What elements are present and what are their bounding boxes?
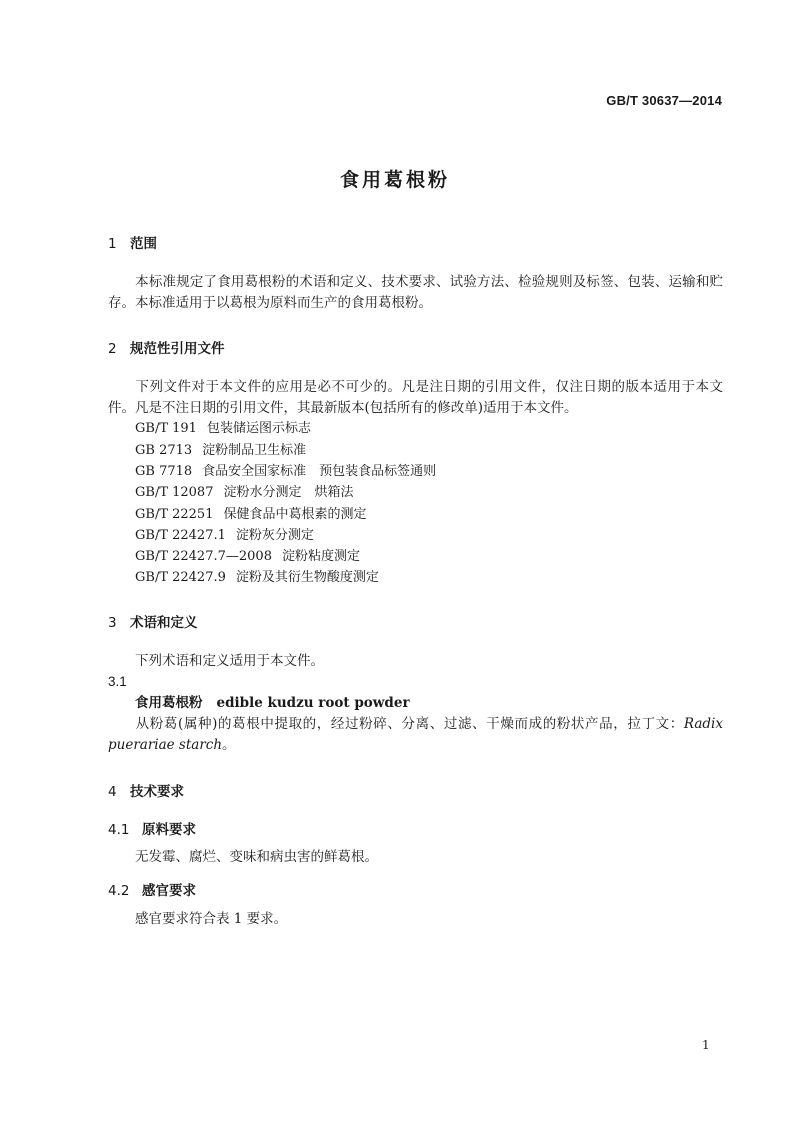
reference-code: GB/T 22251 [135,507,214,522]
reference-code: GB/T 22427.9 [135,570,226,585]
reference-item [135,504,367,525]
reference-item [135,546,360,567]
reference-item [135,525,314,546]
term-entry [135,693,410,714]
term-chinese: 食用葛根粉 [135,695,203,711]
document-title: 食用葛根粉 [339,169,450,191]
section-1-heading [108,232,157,252]
definition-text: 从粉葛(属种)的葛根中提取的，经过粉碎、分离、过滤、干燥而成的粉状产品，拉丁文： [135,716,684,732]
reference-name: 淀粉制品卫生标准 [202,443,307,458]
definition-end: 。 [222,737,236,753]
reference-item [135,567,379,588]
reference-code: GB 7718 [135,464,193,479]
section-number: 3 [108,615,117,631]
reference-item [135,440,306,461]
reference-name: 包装储运图示标志 [206,421,311,436]
reference-name: 淀粉及其衍生物酸度测定 [235,570,379,585]
section-2-heading [108,337,225,357]
reference-name: 淀粉粘度测定 [281,549,360,564]
section-number: 1 [108,236,117,252]
reference-code: GB 2713 [135,443,193,458]
reference-item [135,482,354,503]
section-4-1-text [108,847,723,868]
section-title: 技术要求 [130,784,184,800]
reference-item [135,461,436,482]
page-number: 1 [702,1038,710,1052]
reference-item [135,418,311,439]
section-number: 4.1 [108,822,130,838]
section-4-2-heading [108,879,196,899]
section-4-2-text [108,909,723,930]
section-4-heading [108,780,184,800]
section-title: 术语和定义 [130,615,198,631]
reference-name: 食品安全国家标准 预包装食品标签通则 [202,464,437,479]
paragraph-text: 本标准规定了食用葛根粉的术语和定义、技术要求、试验方法、检验规则及标签、包装、运输和贮存。 [108,274,723,311]
section-title: 感官要求 [142,883,196,899]
paragraph-text: 无发霉、腐烂、变味和病虫害的鲜葛根。 [135,849,378,865]
reference-code: GB/T 22427.1 [135,528,226,543]
section-title: 原料要求 [142,822,196,838]
paragraph-text: 下列文件对于本文件的应用是必不可少的。凡是注日期的引用文件，仅注日期的版本适用于本文件。凡是不注日期的引用文件，其最新版本(包括所有的修改单)适用于本文件。 [108,379,723,416]
section-3-heading [108,611,198,631]
section-number: 4 [108,784,117,800]
term-english: edible kudzu root powder [216,695,410,711]
paragraph-text: 感官要求符合表 1 要求。 [135,911,288,927]
reference-name: 淀粉灰分测定 [235,528,314,543]
reference-name: 淀粉水分测定 烘箱法 [223,485,354,500]
paragraph-text: 下列术语和定义适用于本文件。 [135,653,324,669]
reference-code: GB/T 191 [135,421,197,436]
section-title: 范围 [130,236,157,252]
section-3-intro [108,651,723,672]
standard-code: GB/T 30637—2014 [606,93,722,108]
latin-name: Radix puerariae starch [108,716,723,753]
section-number: 2 [108,341,117,357]
paragraph-text: 本标准适用于以葛根为原料而生产的食用葛根粉。 [135,295,432,311]
section-4-1-heading [108,818,196,838]
term-definition [108,714,723,756]
section-2-intro [108,377,723,419]
section-title: 规范性引用文件 [130,341,225,357]
reference-code: GB/T 12087 [135,485,214,500]
section-number: 4.2 [108,883,130,899]
reference-name: 保健食品中葛根素的测定 [223,507,367,522]
reference-code: GB/T 22427.7—2008 [135,549,272,564]
term-number: 3.1 [108,674,127,689]
section-1-paragraph-2 [108,293,723,314]
